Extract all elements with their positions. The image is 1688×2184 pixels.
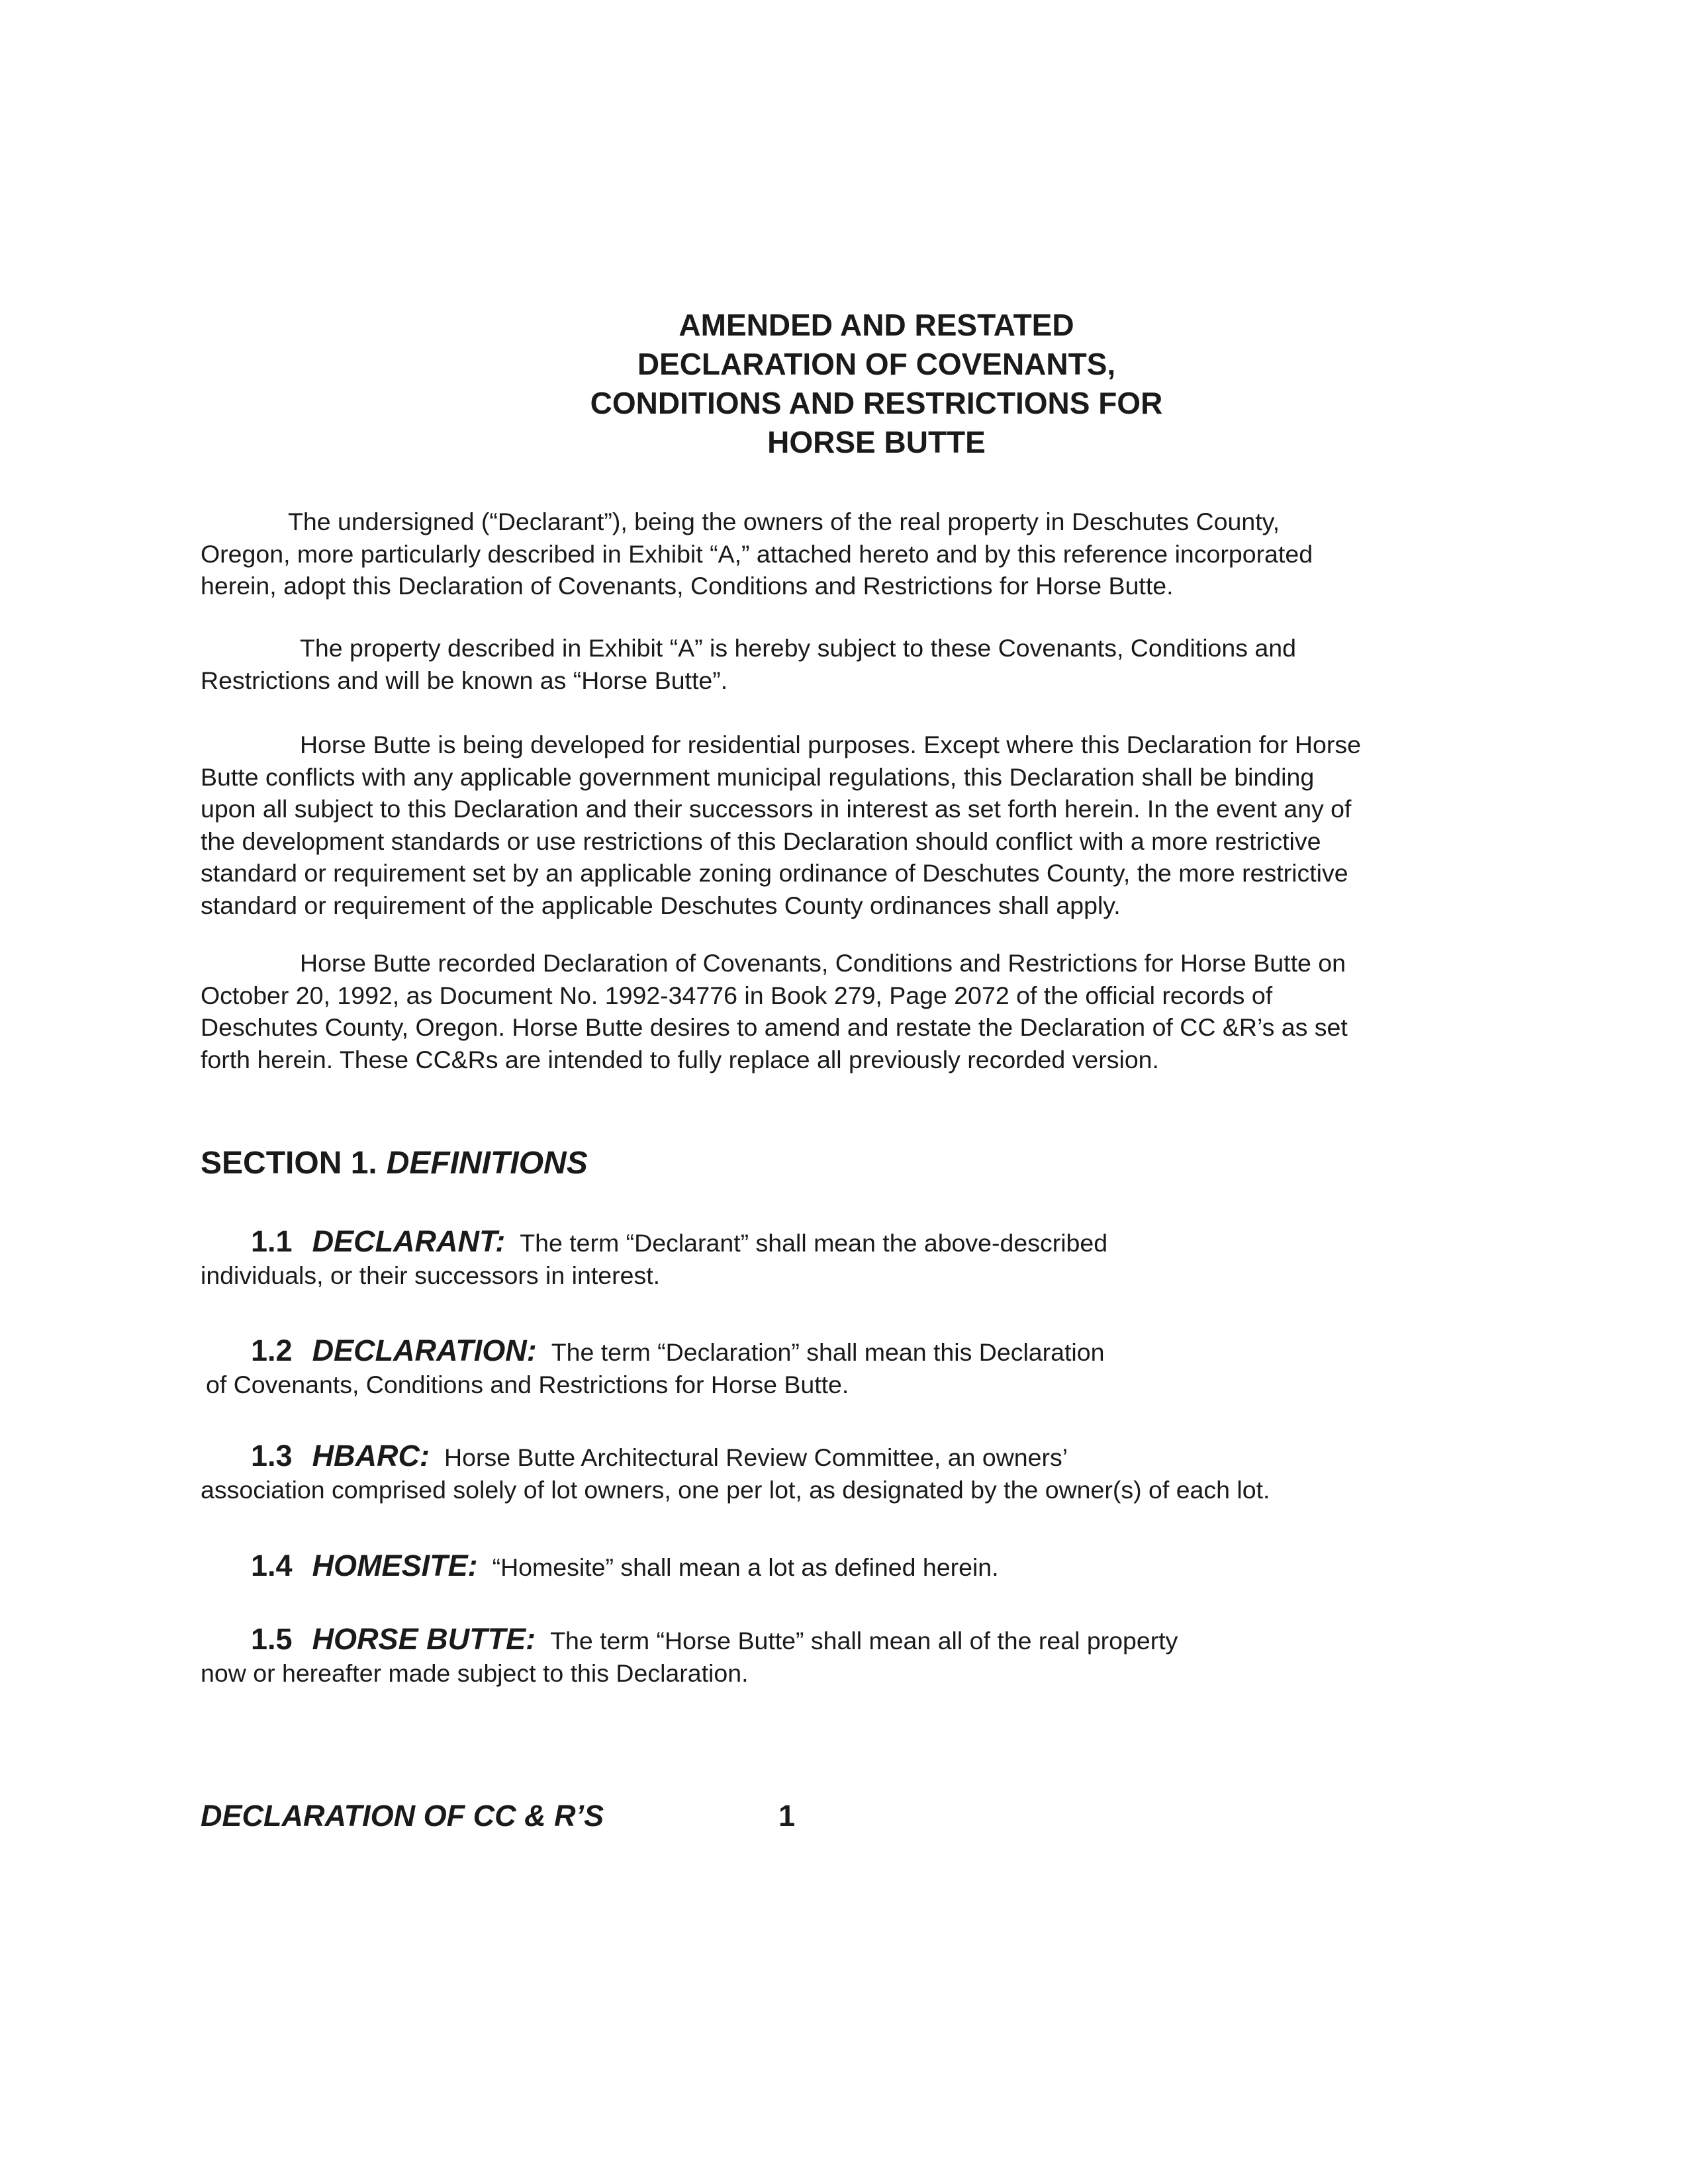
title-line: HORSE BUTTE bbox=[767, 425, 986, 459]
paragraph-line: upon all subject to this Declaration and their successors in interest as set forth herein. In the event any of bbox=[201, 795, 1352, 823]
paragraph-line: the development standards or use restrictions of this Declaration should conflict with a more restrictive bbox=[201, 827, 1321, 855]
section-heading bbox=[201, 1144, 588, 1183]
definition-number: 1.1 bbox=[251, 1224, 293, 1258]
definition-text: The term “Declarant” shall mean the above-described bbox=[520, 1229, 1108, 1257]
paragraph-line: October 20, 1992, as Document No. 1992-34776 in Book 279, Page 2072 of the official records of bbox=[201, 981, 1273, 1009]
paragraph-line: Horse Butte is being developed for residential purposes. Except where this Declaration for Horse bbox=[300, 731, 1361, 758]
definition-homesite bbox=[201, 1549, 1478, 1584]
paragraph-line: The property described in Exhibit “A” is hereby subject to these Covenants, Conditions and bbox=[300, 634, 1296, 662]
definition-text: Horse Butte Architectural Review Committee, an owners’ bbox=[444, 1443, 1068, 1471]
paragraph-line: Deschutes County, Oregon. Horse Butte desires to amend and restate the Declaration of CC &R’s as set bbox=[201, 1013, 1348, 1041]
definition-hbarc bbox=[201, 1439, 1478, 1506]
paragraph-recorded-declaration bbox=[201, 947, 1478, 1075]
definition-term: HBARC: bbox=[312, 1439, 430, 1473]
definition-horse-butte bbox=[201, 1623, 1478, 1690]
section-label: SECTION 1. bbox=[201, 1146, 377, 1181]
paragraph-line: Horse Butte recorded Declaration of Covenants, Conditions and Restrictions for Horse Butte on bbox=[300, 949, 1346, 977]
definition-term: DECLARANT: bbox=[312, 1224, 506, 1258]
paragraph-residential-purposes bbox=[201, 729, 1478, 921]
definition-number: 1.5 bbox=[251, 1622, 293, 1656]
definition-number: 1.3 bbox=[251, 1439, 293, 1473]
section-title: DEFINITIONS bbox=[386, 1146, 588, 1181]
paragraph-line: Oregon, more particularly described in Exhibit “A,” attached hereto and by this reference incorporated bbox=[201, 539, 1313, 568]
paragraph-line: forth herein. These CC&Rs are intended to fully replace all previously recorded version. bbox=[201, 1045, 1159, 1073]
definition-term: HOMESITE: bbox=[312, 1549, 478, 1582]
definition-continuation: now or hereafter made subject to this Declaration. bbox=[201, 1659, 749, 1687]
definition-continuation: of Covenants, Conditions and Restrictions for Horse Butte. bbox=[206, 1371, 849, 1398]
definition-declarant bbox=[201, 1225, 1478, 1292]
paragraph-property-subject bbox=[201, 632, 1478, 696]
definition-text: The term “Horse Butte” shall mean all of the real property bbox=[550, 1627, 1178, 1655]
page-number: 1 bbox=[778, 1799, 796, 1833]
paragraph-line: The undersigned (“Declarant”), being the owners of the real property in Deschutes County, bbox=[288, 508, 1280, 535]
paragraph-line: standard or requirement set by an applicable zoning ordinance of Deschutes County, the more restrictive bbox=[201, 859, 1348, 887]
title-line: DECLARATION OF COVENANTS, bbox=[637, 347, 1116, 381]
definition-number: 1.2 bbox=[251, 1334, 293, 1367]
definition-number: 1.4 bbox=[251, 1549, 293, 1582]
definition-text: The term “Declaration” shall mean this Declaration bbox=[551, 1338, 1105, 1366]
definition-continuation: individuals, or their successors in interest. bbox=[201, 1261, 661, 1289]
footer-title: DECLARATION OF CC & R’S bbox=[201, 1799, 604, 1833]
paragraph-declarant-intro bbox=[201, 506, 1478, 602]
paragraph-line: standard or requirement of the applicable Deschutes County ordinances shall apply. bbox=[201, 891, 1121, 919]
definition-term: HORSE BUTTE: bbox=[312, 1622, 536, 1656]
paragraph-line: Restrictions and will be known as “Horse Butte”. bbox=[201, 666, 728, 694]
document-title bbox=[0, 306, 1688, 462]
definition-declaration bbox=[201, 1334, 1478, 1401]
title-line: CONDITIONS AND RESTRICTIONS FOR bbox=[590, 386, 1163, 420]
page-footer bbox=[201, 1797, 796, 1835]
paragraph-line: Butte conflicts with any applicable government municipal regulations, this Declaration shall be binding bbox=[201, 762, 1315, 791]
title-line: AMENDED AND RESTATED bbox=[679, 308, 1074, 342]
definition-continuation: association comprised solely of lot owners, one per lot, as designated by the owner(s) of each lot. bbox=[201, 1476, 1270, 1504]
definition-term: DECLARATION: bbox=[312, 1334, 537, 1367]
paragraph-line: herein, adopt this Declaration of Covenants, Conditions and Restrictions for Horse Butte. bbox=[201, 572, 1174, 600]
definition-text: “Homesite” shall mean a lot as defined herein. bbox=[492, 1553, 999, 1581]
